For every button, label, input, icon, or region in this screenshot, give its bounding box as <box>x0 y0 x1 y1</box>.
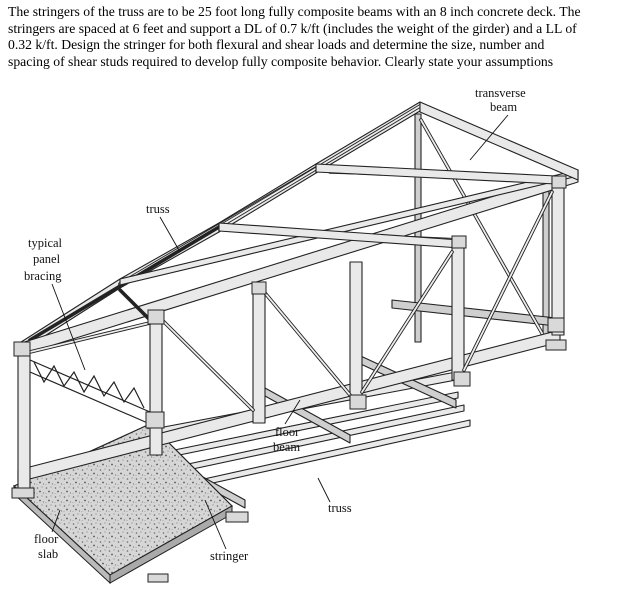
label-bracing-3: bracing <box>24 269 62 283</box>
problem-line-3: 0.32 k/ft. Design the stringer for both flexural and shear loads and determine the size, number and <box>8 37 545 52</box>
problem-line-1: The stringers of the truss are to be 25 foot long fully composite beams with an 8 inch concrete deck. The <box>8 4 581 19</box>
truss-bridge-figure <box>0 80 636 595</box>
label-bracing-2: panel <box>33 252 61 266</box>
problem-line-4: spacing of shear studs required to develop fully composite behavior. Clearly state your assumptions <box>8 53 554 69</box>
label-transverse-2: beam <box>490 100 518 114</box>
label-bracing-1: typical <box>28 236 63 250</box>
label-floor-beam-2: beam <box>273 440 301 454</box>
label-floor-beam-1: floor <box>275 425 300 439</box>
label-transverse-1: transverse <box>475 86 526 100</box>
label-truss-top: truss <box>146 202 170 216</box>
label-stringer: stringer <box>210 549 249 563</box>
label-floor-slab-1: floor <box>34 532 59 546</box>
label-truss-right: truss <box>328 501 352 515</box>
problem-line-2: stringers are spaced at 6 feet and support a DL of 0.7 k/ft (includes the weight of the girder) and a LL of <box>8 20 577 36</box>
problem-statement <box>8 4 632 70</box>
label-floor-slab-2: slab <box>38 547 59 561</box>
